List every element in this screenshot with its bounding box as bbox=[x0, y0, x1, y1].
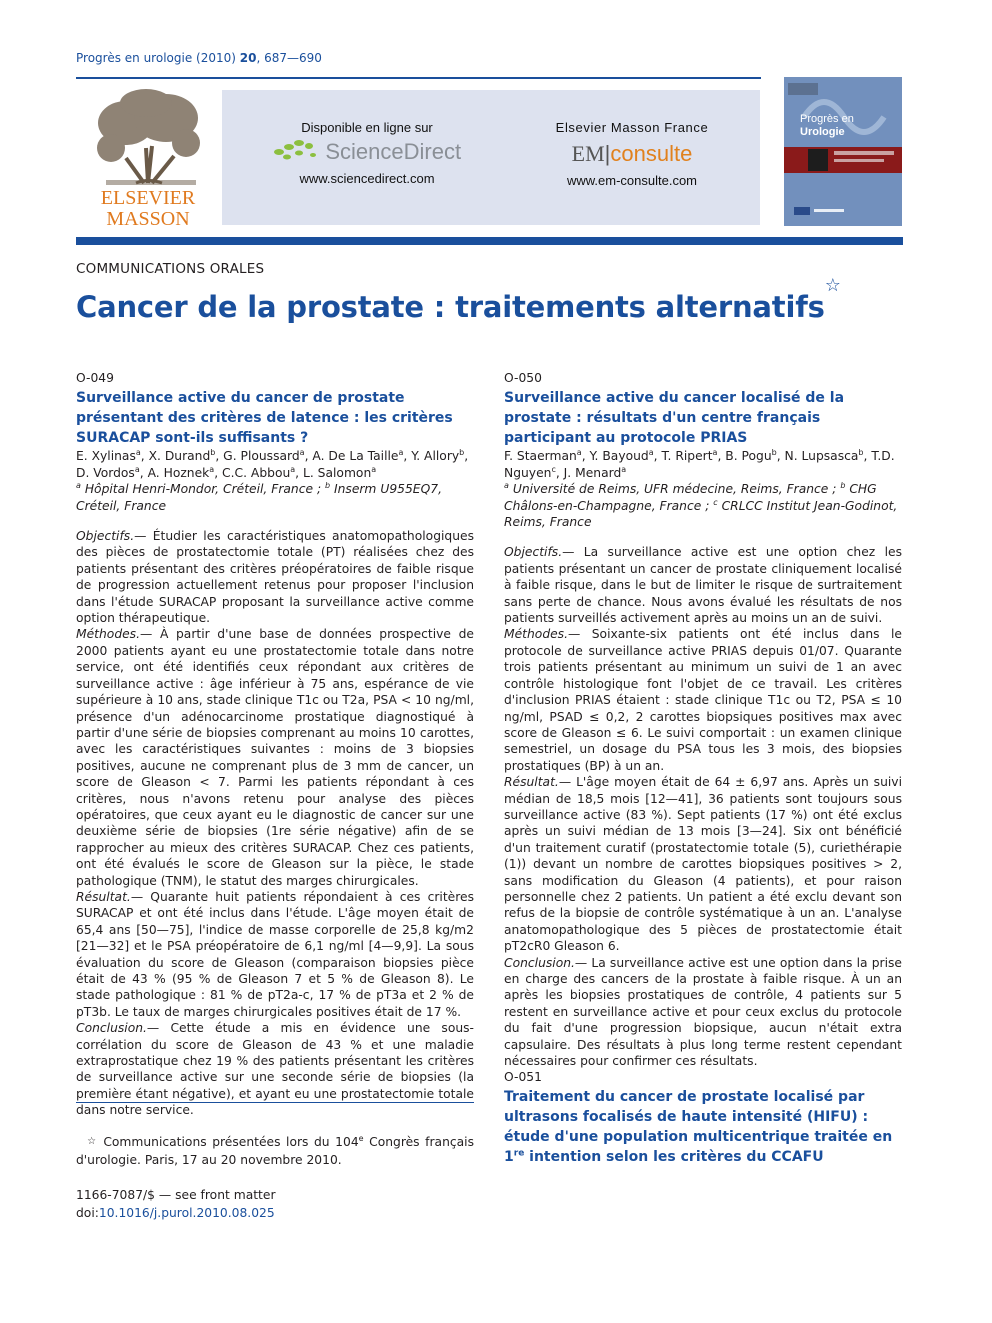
journal-volume: 20 bbox=[239, 51, 257, 65]
issn-info bbox=[76, 1186, 276, 1222]
publisher-logo-line2: MASSON bbox=[106, 208, 190, 230]
conclusion-heading: Conclusion.— bbox=[76, 1021, 160, 1036]
methodes-text: Soixante-six patients ont été inclus dans le protocole de surveillance active PRIAS depuis 01/07. Quarante trois patients présentant au minimum un suivi de 1 an avec contrôle histologique font l'objet de ce travail. Les critères d'inclusion PRIAS étaient : stade clinique T1c ou T2, PSA ≤ 10 ng/ml, PSAD ≤ 0,2, 2 carottes biopsiques positives max avec score de Gleason ≤ 6. Le suivi comportait : un examen clinique semestriel, un dosage du PSA tous les 3 mois, des biopsies prostatiques (BP) à un an. bbox=[504, 627, 902, 773]
sciencedirect-block[interactable] bbox=[252, 120, 482, 186]
footnote-star-icon[interactable]: ☆ bbox=[824, 275, 841, 296]
resultat-text: L'âge moyen était de 64 ± 6,97 ans. Après un suivi médian de 18,5 mois [12—41], 36 patients sont toujours sous surveillance active (83 %). Sept patients (17 %) ont été exclus après un suivi médian de 13 mois [3—24]. Six ont bénéficié d'un traitement curatif (prostatectomie totale (5), curiethérapie (1)) devant un nombre de carottes biopsiques positives > 2, sans modification du Gleason (4 patients), et pour raison personnelle chez 2 patients. Un patient a été exclu devant son refus de la biopsie de contrôle systématique à un an. L'analyse anatomopathologique des 5 pièces de prostatectomie était pT2cR0 Gleason 6. bbox=[504, 775, 902, 954]
objectifs-heading: Objectifs.— bbox=[76, 529, 147, 544]
article-o051 bbox=[504, 1069, 902, 1167]
conclusion-text: La surveillance active est une option dans la prise en charge des cancers de la prostate à faible risque. À un an après les biopsies prostatiques de contrôle, 4 patients sur 5 restent en surveillance active et pour ceux exclus du protocole du fait d'une progression biopsique, aucun n'était extra capsulaire. Des résultats à plus long terme restent cependant nécessaires pour confirmer ces résultats. bbox=[504, 955, 902, 1069]
article-id: O-051 bbox=[504, 1070, 542, 1084]
article-abstract bbox=[504, 544, 902, 1069]
title-rule bbox=[76, 237, 903, 245]
conclusion-text: Cette étude a mis en évidence une sous-corrélation du score de Gleason de 43 % et une maladie extraprostatique chez 19 % des patients présentant les critères de surveillance active sur une seconde série de biopsies (la première étant négative), et ayant eu une prostatectomie totale dans notre service. bbox=[76, 1021, 474, 1118]
journal-pages: , 687—690 bbox=[256, 51, 322, 65]
footnote bbox=[76, 1133, 474, 1169]
availability-banner bbox=[222, 90, 760, 225]
elsevier-masson-logo[interactable] bbox=[86, 88, 211, 230]
page-title: Cancer de la prostate : traitements alternatifs☆ bbox=[76, 275, 841, 324]
article-authors: E. Xylinas$^a$, X. Durand$^b$, G. Ploussard$^a$, A. De La Taille$^a$, Y. Allory$^b$, D. Vordos$^a$, A. Hoznek$^a$, C.C. Abbou$^a$, L. Salomon$^a$ bbox=[76, 448, 469, 480]
tree-emblem-icon bbox=[86, 88, 211, 230]
sciencedirect-name: ScienceDirect bbox=[325, 139, 462, 164]
article-abstract bbox=[76, 528, 474, 1119]
journal-reference[interactable] bbox=[76, 51, 322, 65]
methodes-heading: Méthodes.— bbox=[76, 627, 153, 642]
journal-name: Progrès en urologie (2010) bbox=[76, 51, 236, 65]
article-title: Surveillance active du cancer de prostate présentant des critères de latence : les critères SURACAP sont-ils suffisants ? bbox=[76, 390, 453, 447]
objectifs-heading: Objectifs.— bbox=[504, 545, 575, 560]
article-o049 bbox=[76, 370, 474, 1119]
conclusion-heading: Conclusion.— bbox=[504, 955, 588, 970]
article-affiliations: $^a$ Hôpital Henri-Mondor, Créteil, France ; $^b$ Inserm U955EQ7, Créteil, France bbox=[76, 481, 442, 513]
emconsulte-url[interactable]: www.em-consulte.com bbox=[566, 173, 698, 188]
header-rule bbox=[76, 77, 761, 79]
methodes-heading: Méthodes.— bbox=[504, 627, 581, 642]
sciencedirect-leaf-icon bbox=[273, 137, 321, 163]
article-authors: F. Staerman$^a$, Y. Bayoud$^a$, T. Ripert$^a$, B. Pogu$^b$, N. Lupsasca$^b$, T.D. Nguyen$^c$, J. Menard$^a$ bbox=[504, 448, 895, 480]
emconsulte-logo: EM|consulte bbox=[571, 141, 693, 166]
resultat-heading: Résultat.— bbox=[76, 889, 144, 904]
article-title: Traitement du cancer de prostate localisé par ultrasons focalisés de haute intensité (HIFU) : étude d'une population multicentrique traitée en 1re intention selon les critères du CCAFU bbox=[504, 1089, 893, 1166]
section-label: COMMUNICATIONS ORALES bbox=[76, 261, 265, 277]
footnote-rule bbox=[76, 1102, 474, 1103]
article-o050 bbox=[504, 370, 902, 1069]
sciencedirect-url[interactable]: www.sciencedirect.com bbox=[299, 171, 435, 186]
cover-title-2: Urologie bbox=[800, 126, 845, 138]
resultat-heading: Résultat.— bbox=[504, 775, 572, 790]
article-title: Surveillance active du cancer localisé de la prostate : résultats d'un centre français participant au protocole PRIAS bbox=[504, 390, 845, 447]
cover-title-1: Progrès en bbox=[800, 113, 854, 125]
footnote-star-icon: ☆ bbox=[87, 1136, 98, 1147]
em-heading: Elsevier Masson France bbox=[555, 120, 709, 135]
publisher-logo-line1: ELSEVIER bbox=[100, 187, 196, 209]
emconsulte-block[interactable] bbox=[512, 120, 752, 188]
objectifs-text: La surveillance active est une option chez les patients présentant un cancer de prostate cliniquement localisé à faible risque, dans le but de limiter le risque de surtraitement sans perte de chance. Nous avons évalué les résultats de nos patients surveillés activement après au moins un an de suivi. bbox=[504, 545, 902, 626]
footnote-text: Communications présentées lors du 104e Congrès français d'urologie. Paris, 17 au 20 novembre 2010. bbox=[76, 1133, 474, 1167]
issn-line: 1166-7087/$ — see front matter bbox=[76, 1188, 276, 1202]
doi-prefix: doi: bbox=[76, 1206, 99, 1220]
doi-link[interactable]: 10.1016/j.purol.2010.08.025 bbox=[98, 1206, 275, 1220]
methodes-text: À partir d'une base de données prospective de 2000 patients ayant eu une prostatectomie totale dans notre service, ont été identifiés ceux répondant aux critères de surveillance active : âge inférieur à 75 ans, espérance de vie supérieure à 10 ans, stade clinique T1c ou T2a, PSA < 10 ng/ml, présence d'un adénocarcinome prostatique diagnostiqué à partir d'une série de biopsies comprenant au moins 10 carottes, avec les caractéristiques suivantes : moins de 3 biopsies positives, aucune ne comprenant plus de 3 mm de cancer, un score de Gleason < 7. Parmi les patients répondant à ces critères, nous n'avons retenu pour analyse des pièces opératoires, que ceux ayant eu le diagnostic de cancer sur une deuxième série de biopsies (1re série négative) afin de se rapprocher au mieux des critères SURACAP. Chez ces patients, ont été évalués le score de Gleason sur la pièce, le stade pathologique (TNM), le statut des marges chirurgicales. bbox=[76, 627, 474, 888]
journal-cover-thumbnail[interactable] bbox=[784, 77, 902, 226]
article-id: O-050 bbox=[504, 371, 542, 385]
sd-heading: Disponible en ligne sur bbox=[301, 120, 433, 135]
cover-image bbox=[784, 77, 902, 226]
article-affiliations: $^a$ Université de Reims, UFR médecine, Reims, France ; $^b$ CHG Châlons-en-Champagne, France ; $^c$ CRLCC Institut Jean-Godinot, Reims, France bbox=[504, 481, 898, 530]
resultat-text: Quarante huit patients répondaient à ces critères SURACAP et ont été inclus dans l'étude. L'âge moyen était de 65,4 ans [50—75], l'indice de masse corporelle de 25,8 kg/m2 [21—32] et le PSA préopératoire de 6,1 ng/ml [4—9,9]. La sous évaluation du score de Gleason (comparaison biopsies pièce était de 43 % (95 % de Gleason 7 et 5 % de Gleason 8). Le stade pathologique : 81 % de pT2a-c, 17 % de pT3a et 2 % de pT3b. Le taux de marges chirurgicales positives était de 17 %. bbox=[76, 889, 474, 1019]
article-id: O-049 bbox=[76, 371, 114, 385]
objectifs-text: Étudier les caractéristiques anatomopathologiques des pièces de prostatectomie totale (PT) réalisées chez des patients présentant des critères préopératoires de faible risque de progression actuellement retenus pour proposer l'inclusion dans l'étude SURACAP proposant la surveillance active comme option thérapeutique. bbox=[76, 529, 474, 626]
